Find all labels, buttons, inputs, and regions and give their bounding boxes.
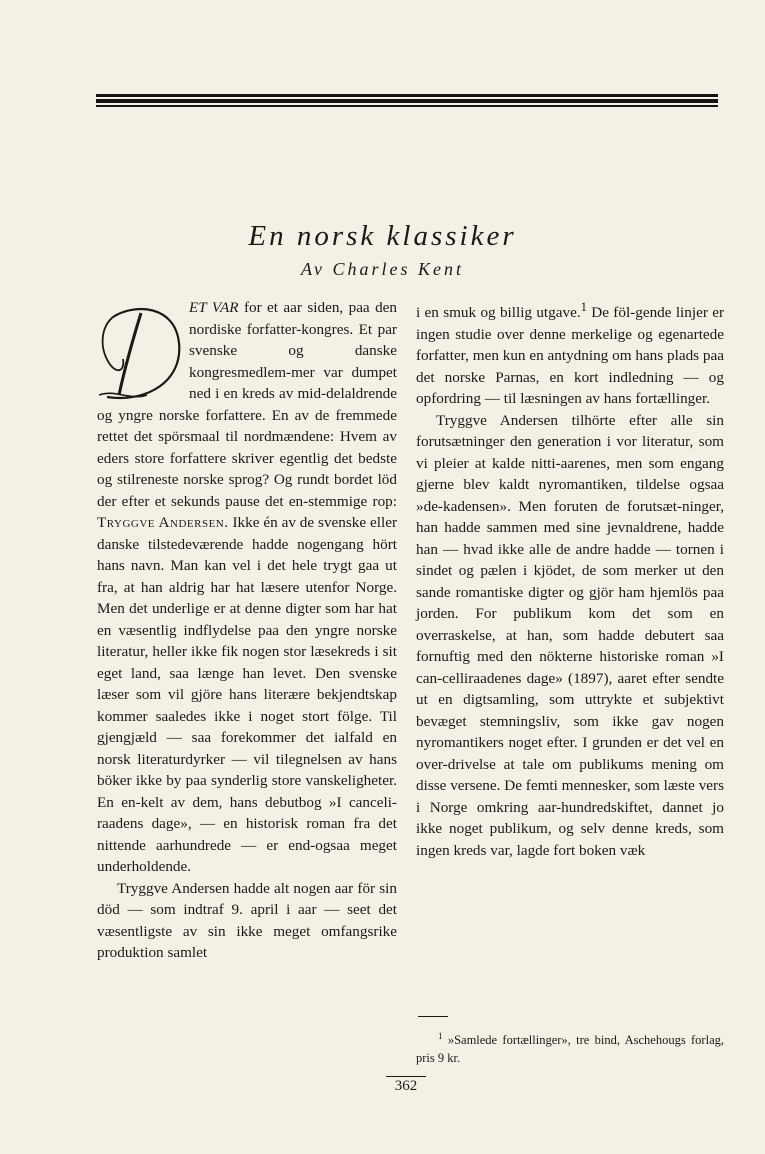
paragraph-2-right: Tryggve Andersen tilhörte efter alle sin forutsætninger den generation i vor literatur, som vi pleier at kalde nitti-aarenes, men som engang gjerne blev kaldt nyromantiken, tildelse ogsaa »de-kadensen». Men foruten de forutsæt-ninger, han hadde sammen med sine jevnaldrene, hadde han — hvad ikke alle de andre hadde — tornen i sindet og pælen i kjödet, de som merker ut den sande romantiske digter og gjör ham hjemlös paa jorden. For publikum kom det som en overraskelse, at han, som hadde debutert saa fornuftig med den nökterne historiske roman »I can-celliraadenes dage» (1897), aaret efter sendte ut en digtsamling, som uttrykte et subjektivt bevæget stemningsliv, som ikke gav nogen nyromantikers noget efter. I grunden er det vel en over-drivelse at tale om publikums mening om disse versene. De femti mennesker, som læste vers i Norge omkring aar-hundredskiftet, dannet jo ikke noget publikum, og selv denne kreds, som ingen kreds var, lagde fort boken væk: [416, 411, 724, 859]
footnote-marker: 1: [438, 1031, 443, 1041]
header-rule-middle: [96, 99, 718, 103]
right-column: [416, 297, 724, 861]
left-column: [97, 297, 397, 964]
footnote: [416, 1027, 724, 1067]
opening-caps: ET VAR: [189, 299, 239, 316]
article-author: Av Charles Kent: [301, 259, 464, 279]
page-number: 362: [394, 1078, 418, 1094]
author-name-small-caps: Tryggve Andersen.: [97, 514, 229, 531]
continuation-text: i en smuk og billig utgave.: [416, 304, 581, 322]
continuation-rest: De föl-gende linjer er ingen studie over denne merkelige og egenartede forfatter, men kun en antydning om hans plads paa det norske Parnas, en kort indledning — og opfordring — til læsningen av hans fortællinger.: [416, 304, 725, 408]
footnote-reference: 1: [580, 300, 587, 314]
article-title: En norsk klassiker: [248, 220, 517, 252]
paragraph-2-left: Tryggve Andersen hadde alt nogen aar för sin död — som indtraf 9. april i aar — seet det væsentligste av sin ikke meget omfangsrike produktion samlet: [97, 879, 397, 961]
paragraph-1-text: for et aar siden, paa den nordiske forfatter-kongres. Et par svenske og danske kongresmedlem-mer var dumpet ned i en kreds av mid-delaldrende og yngre norske forfattere. En av de fremmede rettet det spörsmaal til nordmændene: Hvem av eders store forfattere skriver egentlig det bedste og stilreneste norske sprog? Og rundt bordet löd der efter et sekunds pause det en-stemmige rop:: [97, 299, 398, 510]
header-rule-top: [96, 94, 718, 97]
drop-cap-d-illustration: [95, 299, 183, 403]
paragraph-1-end: Ikke én av de svenske eller danske tilstedeværende hadde nogengang hört hans navn. Man kan vel i det hele trygt gaa ut fra, at han aldrig har hat læsere utenfor Norge. Men det underlige er at denne digter som har hat en væsentlig indflydelse paa den yngre norske literatur, heller ikke fik nogen stor læsekreds i sit eget land, saa længe han levet. Den svenske læser som vil gjöre hans literære bekjendtskap kommer saaledes ikke i noget stort fölge. Til gjengjæld — saa forekommer det ialfald en norsk literaturdyrker — vil tilegnelsen av hans böker ikke by paa synderlig store vanskeligheter. En en-kelt av dem, hans debutbog »I canceli-raadens dage», — en historisk roman fra det nittende aarhundrede — er end-ogsaa meget underholdende.: [97, 514, 397, 875]
footnote-text: »Samlede fortællinger», tre bind, Aschehougs forlag, pris 9 kr.: [416, 1033, 724, 1066]
header-rule-bottom: [96, 105, 718, 107]
footnote-separator: [418, 1016, 448, 1017]
paragraph-opening: [97, 297, 397, 878]
page-number-rule: [386, 1076, 426, 1077]
paragraph-continuation: [416, 297, 724, 410]
